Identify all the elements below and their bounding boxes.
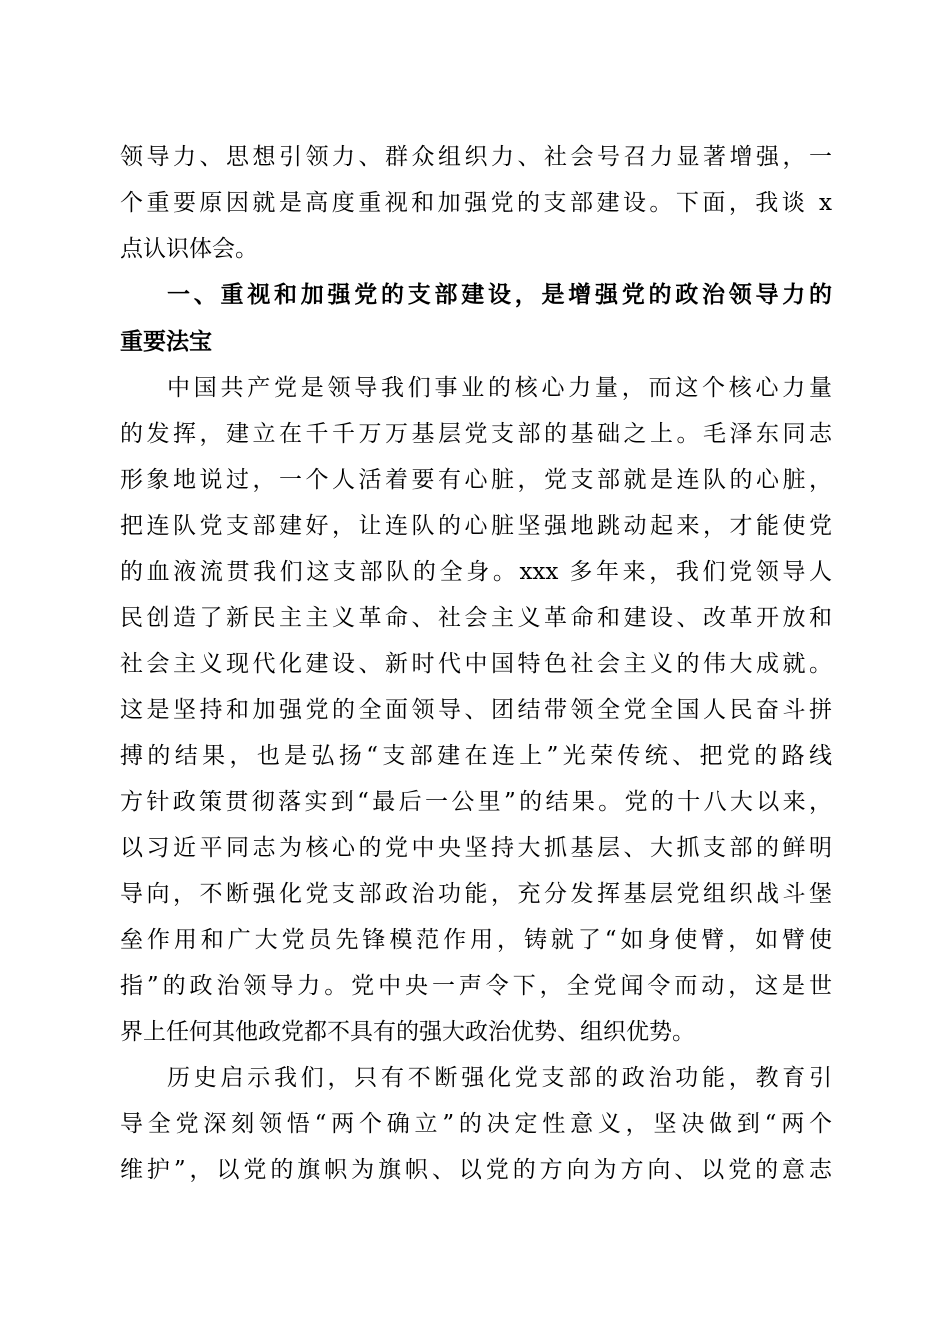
text-line: 导全党深刻领悟“两个确立”的决定性意义，坚决做到“两个 bbox=[120, 1111, 832, 1137]
text-line: 形象地说过，一个人活着要有心脏，党支部就是连队的心脏， bbox=[120, 467, 832, 493]
text-line: 领导力、思想引领力、群众组织力、社会号召力显著增强，一 bbox=[120, 144, 832, 170]
text-line: 方针政策贯彻落实到“最后一公里”的结果。党的十八大以来， bbox=[120, 789, 832, 815]
text-line: 界上任何其他政党都不具有的强大政治优势、组织优势。 bbox=[120, 1019, 695, 1045]
text-line: 点认识体会。 bbox=[120, 236, 258, 262]
text-line: 个重要原因就是高度重视和加强党的支部建设。下面，我谈 x bbox=[120, 190, 832, 216]
text-line: 维护”，以党的旗帜为旗帜、以党的方向为方向、以党的意志 bbox=[120, 1157, 832, 1183]
text-line: 这是坚持和加强党的全面领导、团结带领全党全国人民奋斗拼 bbox=[120, 697, 832, 723]
text-line: 以习近平同志为核心的党中央坚持大抓基层、大抓支部的鲜明 bbox=[120, 835, 832, 861]
text-line: 导向，不断强化党支部政治功能，充分发挥基层党组织战斗堡 bbox=[120, 881, 832, 907]
text-line: 指”的政治领导力。党中央一声令下，全党闻令而动，这是世 bbox=[120, 973, 832, 999]
section-heading: 重要法宝 bbox=[120, 329, 212, 355]
text-line: 社会主义现代化建设、新时代中国特色社会主义的伟大成就。 bbox=[120, 651, 832, 677]
text-line: 垒作用和广大党员先锋模范作用，铸就了“如身使臂，如臂使 bbox=[120, 927, 832, 953]
section-heading: 一、重视和加强党的支部建设，是增强党的政治领导力的 bbox=[167, 282, 832, 308]
text-line: 的血液流贯我们这支部队的全身。xxx 多年来，我们党领导人 bbox=[120, 559, 832, 585]
text-line: 搏的结果，也是弘扬“支部建在连上”光荣传统、把党的路线 bbox=[120, 743, 832, 769]
text-line: 把连队党支部建好，让连队的心脏坚强地跳动起来，才能使党 bbox=[120, 513, 832, 539]
text-line: 的发挥，建立在千千万万基层党支部的基础之上。毛泽东同志 bbox=[120, 421, 832, 447]
text-line: 民创造了新民主主义革命、社会主义革命和建设、改革开放和 bbox=[120, 605, 832, 631]
text-line: 中国共产党是领导我们事业的核心力量，而这个核心力量 bbox=[167, 375, 832, 401]
text-line: 历史启示我们，只有不断强化党支部的政治功能，教育引 bbox=[167, 1065, 832, 1091]
